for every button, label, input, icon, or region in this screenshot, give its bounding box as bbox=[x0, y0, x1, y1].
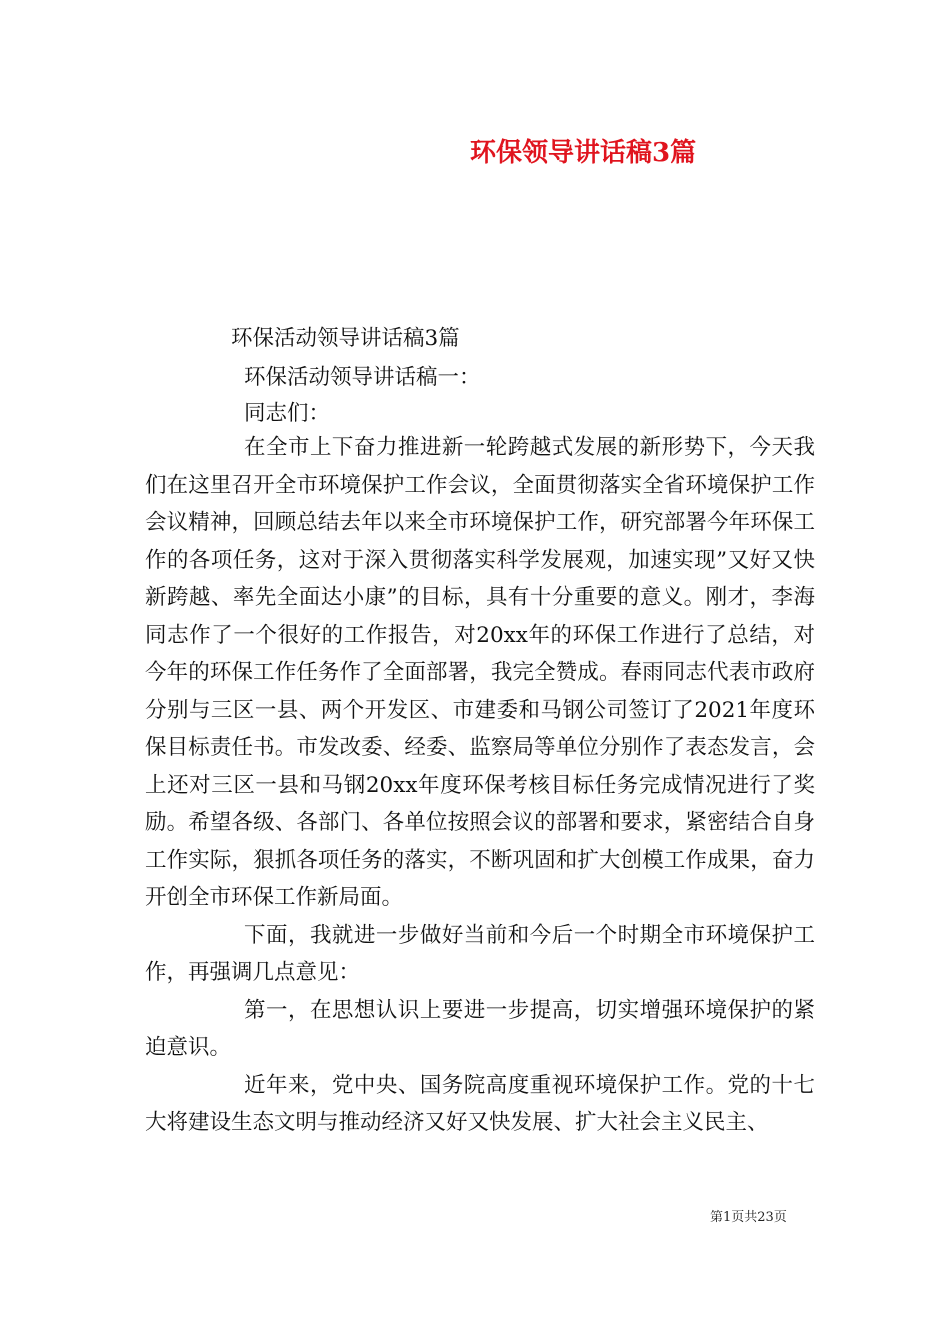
document-subtitle: 环保活动领导讲话稿3篇 bbox=[231, 326, 460, 351]
body-text bbox=[145, 429, 815, 1142]
section-heading: 环保活动领导讲话稿一： bbox=[244, 365, 481, 390]
document-title: 环保领导讲话稿3篇 bbox=[470, 138, 697, 168]
paragraph: 在全市上下奋力推进新一轮跨越式发展的新形势下，今天我们在这里召开全市环境保护工作会议，全面贯彻落实全省环境保护工作会议精神，回顾总结去年以来全市环境保护工作，研究部署今年环保工作的各项任务，这对于深入贯彻落实科学发展观，加速实现”又好又快新跨越、率先全面达小康”的目标，具有十分重要的意义。刚才，李海同志作了一个很好的工作报告，对20xx年的环保工作进行了总结，对今年的环保工作任务作了全面部署，我完全赞成。春雨同志代表市政府分别与三区一县、两个开发区、市建委和马钢公司签订了2021年度环保目标责任书。市发改委、经委、监察局等单位分别作了表态发言，会上还对三区一县和马钢20xx年度环保考核目标任务完成情况进行了奖励。希望各级、各部门、各单位按照会议的部署和要求，紧密结合自身工作实际，狠抓各项任务的落实，不断巩固和扩大创模工作成果，奋力开创全市环保工作新局面。 bbox=[145, 435, 815, 910]
paragraph: 第一，在思想认识上要进一步提高，切实增强环境保护的紧迫意识。 bbox=[145, 997, 815, 1060]
greeting: 同志们： bbox=[244, 401, 331, 426]
page-number: 第1页共23页 bbox=[710, 1210, 787, 1225]
paragraph: 下面，我就进一步做好当前和今后一个时期全市环境保护工作，再强调几点意见： bbox=[145, 922, 815, 985]
paragraph: 近年来，党中央、国务院高度重视环境保护工作。党的十七大将建设生态文明与推动经济又好又快发展、扩大社会主义民主、 bbox=[145, 1072, 815, 1135]
